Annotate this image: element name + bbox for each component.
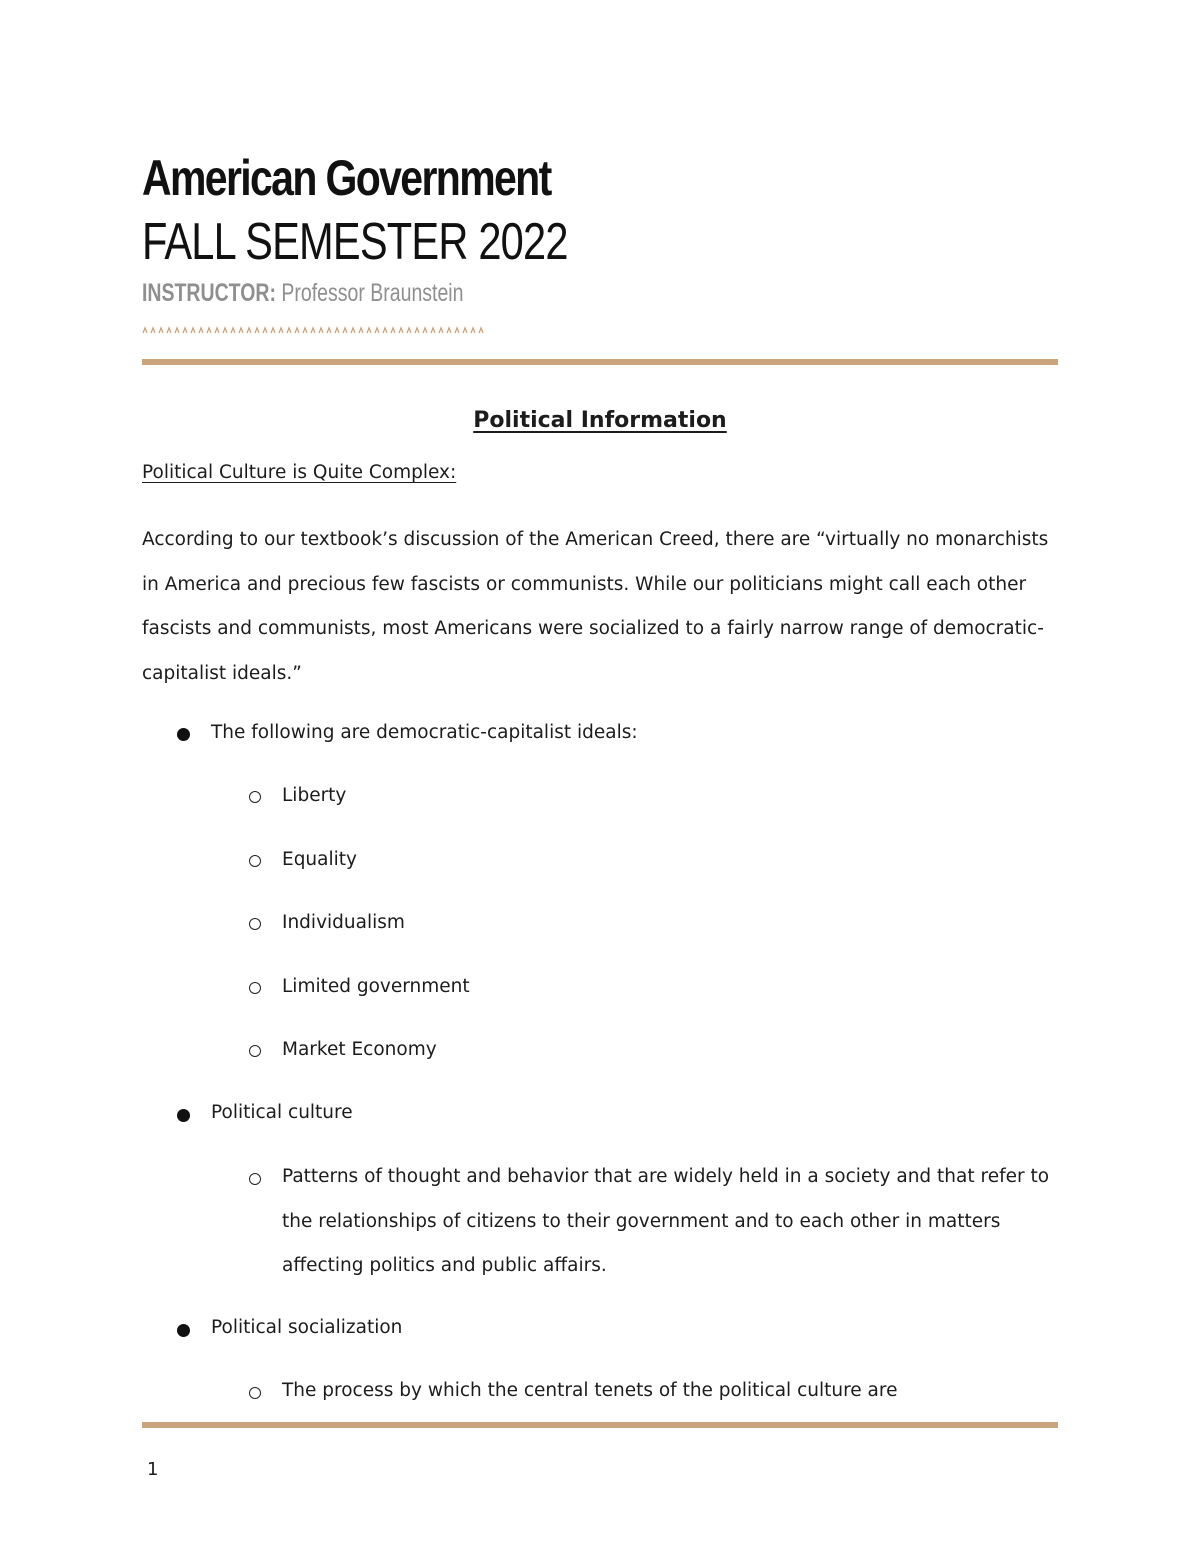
bullet-dot-icon [177, 1324, 190, 1337]
bullet-ring-icon [249, 918, 261, 930]
bullet-dot-icon [177, 1109, 190, 1122]
list-item-political-culture: Political culture [211, 1102, 353, 1123]
section-title: Political Information [473, 408, 727, 433]
bullet-ring-icon [249, 1173, 261, 1185]
course-title: American Government [142, 150, 551, 206]
bullet-ring-icon [249, 982, 261, 994]
sub-item-liberty: Liberty [282, 785, 347, 806]
subheading: Political Culture is Quite Complex: [142, 462, 457, 483]
bullet-ring-icon [249, 1387, 261, 1399]
intro-paragraph: According to our textbook’s discussion of the American Creed, there are “virtually no monarchists in America and precious few fascists or communists. While our politicians might call each other fascists and communists, most Americans were socialized to a fairly narrow range of democratic-capitalist ideals.” [142, 529, 1049, 685]
bullet-dot-icon [177, 728, 190, 741]
sub-item-individualism: Individualism [282, 912, 405, 933]
instructor-line [142, 278, 856, 308]
instructor-name: Professor Braunstein [281, 279, 464, 307]
sub-item-culture-definition: Patterns of thought and behavior that are widely held in a society and that refer to the relationships of citizens to their government and to each other in matters affecting politics and public affairs. [282, 1166, 1050, 1276]
list-item-ideals: The following are democratic-capitalist ideals: [211, 722, 638, 743]
decorative-pattern [142, 325, 488, 335]
footer-divider [142, 1422, 1058, 1428]
header-divider [142, 359, 1058, 365]
bullet-ring-icon [249, 855, 261, 867]
page-number: 1 [147, 1459, 159, 1480]
sub-item-limited-government: Limited government [282, 976, 470, 997]
sub-item-socialization-definition: The process by which the central tenets of the political culture are [282, 1380, 898, 1401]
sub-item-equality: Equality [282, 849, 357, 870]
sub-item-market-economy: Market Economy [282, 1039, 437, 1060]
instructor-label: INSTRUCTOR: [142, 279, 276, 307]
bullet-ring-icon [249, 791, 261, 803]
semester-label: FALL SEMESTER 2022 [142, 213, 568, 271]
bullet-ring-icon [249, 1045, 261, 1057]
document-header [142, 148, 1058, 308]
list-item-political-socialization: Political socialization [211, 1317, 403, 1338]
